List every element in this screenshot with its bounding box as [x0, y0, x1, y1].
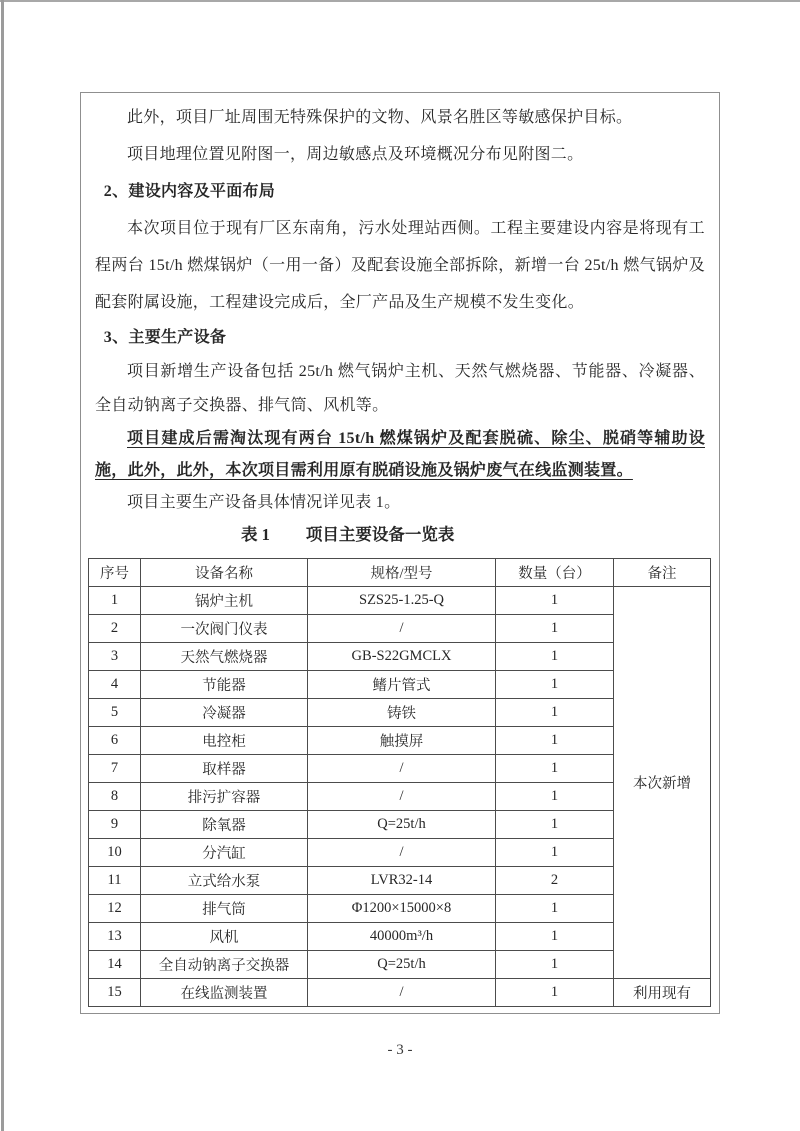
equipment-table	[88, 558, 711, 1007]
equipment-table-body	[89, 587, 711, 1007]
cell-equipment-name: 除氧器	[141, 811, 308, 839]
header-quantity: 数量（台）	[496, 559, 614, 587]
cell-spec-model: SZS25-1.25-Q	[308, 587, 496, 615]
cell-quantity: 1	[496, 839, 614, 867]
cell-spec-model: GB-S22GMCLX	[308, 643, 496, 671]
header-equipment-name: 设备名称	[141, 559, 308, 587]
cell-equipment-name: 排污扩容器	[141, 783, 308, 811]
cell-row-no: 14	[89, 951, 141, 979]
table-header-row	[89, 559, 711, 587]
cell-quantity: 1	[496, 727, 614, 755]
paragraph-see-table1: 项目主要生产设备具体情况详见表 1。	[127, 494, 401, 511]
cell-spec-model: /	[308, 615, 496, 643]
cell-quantity: 1	[496, 783, 614, 811]
header-remark: 备注	[614, 559, 711, 587]
cell-equipment-name: 冷凝器	[141, 699, 308, 727]
cell-spec-model: 40000m³/h	[308, 923, 496, 951]
paragraph-new-equipment: 项目新增生产设备包括 25t/h 燃气锅炉主机、天然气燃烧器、节能器、冷凝器、全自动钠离子交换器、排气筒、风机等。	[95, 363, 705, 414]
cell-equipment-name: 取样器	[141, 755, 308, 783]
cell-equipment-name: 一次阀门仪表	[141, 615, 308, 643]
table-caption	[81, 519, 719, 551]
scan-artifact-left-edge	[1, 0, 4, 1131]
cell-remark-merged-new: 本次新增	[614, 587, 711, 979]
cell-equipment-name: 节能器	[141, 671, 308, 699]
cell-row-no: 6	[89, 727, 141, 755]
cell-quantity: 1	[496, 587, 614, 615]
cell-quantity: 1	[496, 979, 614, 1007]
cell-spec-model: LVR32-14	[308, 867, 496, 895]
cell-spec-model: 铸铁	[308, 699, 496, 727]
cell-quantity: 1	[496, 811, 614, 839]
cell-row-no: 1	[89, 587, 141, 615]
cell-quantity: 1	[496, 615, 614, 643]
paragraph-location-maps: 项目地理位置见附图一，周边敏感点及环境概况分布见附图二。	[127, 146, 584, 163]
table-caption-label: 表 1	[241, 525, 270, 544]
cell-row-no: 7	[89, 755, 141, 783]
cell-row-no: 3	[89, 643, 141, 671]
cell-row-no: 11	[89, 867, 141, 895]
cell-remark-existing: 利用现有	[614, 979, 711, 1007]
cell-equipment-name: 天然气燃烧器	[141, 643, 308, 671]
equipment-table-row	[89, 979, 711, 1007]
form-content-cell	[80, 92, 720, 1014]
cell-spec-model: 鳍片管式	[308, 671, 496, 699]
cell-spec-model: /	[308, 839, 496, 867]
table-caption-title: 项目主要设备一览表	[305, 525, 455, 544]
cell-quantity: 1	[496, 923, 614, 951]
equipment-table-row	[89, 587, 711, 615]
cell-quantity: 2	[496, 867, 614, 895]
paragraph-eliminate-old-boilers: 项目建成后需淘汰现有两台 15t/h 燃煤锅炉及配套脱硫、除尘、脱硝等辅助设施，此外，此外，本次项目需利用原有脱硝设施及锅炉废气在线监测装置。	[95, 430, 705, 479]
cell-quantity: 1	[496, 643, 614, 671]
cell-row-no: 9	[89, 811, 141, 839]
header-no: 序号	[89, 559, 141, 587]
cell-spec-model: /	[308, 783, 496, 811]
cell-spec-model: Q=25t/h	[308, 811, 496, 839]
cell-equipment-name: 电控柜	[141, 727, 308, 755]
cell-equipment-name: 立式给水泵	[141, 867, 308, 895]
page-number: - 3 -	[387, 1042, 413, 1058]
cell-quantity: 1	[496, 895, 614, 923]
cell-spec-model: Q=25t/h	[308, 951, 496, 979]
cell-row-no: 12	[89, 895, 141, 923]
cell-equipment-name: 全自动钠离子交换器	[141, 951, 308, 979]
cell-row-no: 10	[89, 839, 141, 867]
section-heading-construction-layout: 2、建设内容及平面布局	[103, 183, 276, 200]
cell-quantity: 1	[496, 671, 614, 699]
cell-quantity: 1	[496, 951, 614, 979]
cell-quantity: 1	[496, 699, 614, 727]
cell-equipment-name: 在线监测装置	[141, 979, 308, 1007]
section-heading-main-equipment: 3、主要生产设备	[103, 329, 227, 346]
header-spec-model: 规格/型号	[308, 559, 496, 587]
cell-spec-model: Φ1200×15000×8	[308, 895, 496, 923]
cell-quantity: 1	[496, 755, 614, 783]
cell-spec-model: 触摸屏	[308, 727, 496, 755]
cell-row-no: 8	[89, 783, 141, 811]
cell-row-no: 15	[89, 979, 141, 1007]
paragraph-project-construction: 本次项目位于现有厂区东南角，污水处理站西侧。工程主要建设内容是将现有工程两台 15t/h 燃煤锅炉（一用一备）及配套设施全部拆除，新增一台 25t/h 燃气锅炉及配套附属设施，工程建设完成后，全厂产品及生产规模不发生变化。	[95, 220, 705, 311]
cell-equipment-name: 排气筒	[141, 895, 308, 923]
paragraph-sensitive-targets: 此外，项目厂址周围无特殊保护的文物、风景名胜区等敏感保护目标。	[127, 109, 633, 126]
cell-spec-model: /	[308, 755, 496, 783]
cell-row-no: 4	[89, 671, 141, 699]
scan-artifact-top-edge	[0, 0, 800, 2]
cell-equipment-name: 分汽缸	[141, 839, 308, 867]
cell-row-no: 5	[89, 699, 141, 727]
cell-row-no: 2	[89, 615, 141, 643]
cell-spec-model: /	[308, 979, 496, 1007]
cell-row-no: 13	[89, 923, 141, 951]
cell-equipment-name: 风机	[141, 923, 308, 951]
cell-equipment-name: 锅炉主机	[141, 587, 308, 615]
